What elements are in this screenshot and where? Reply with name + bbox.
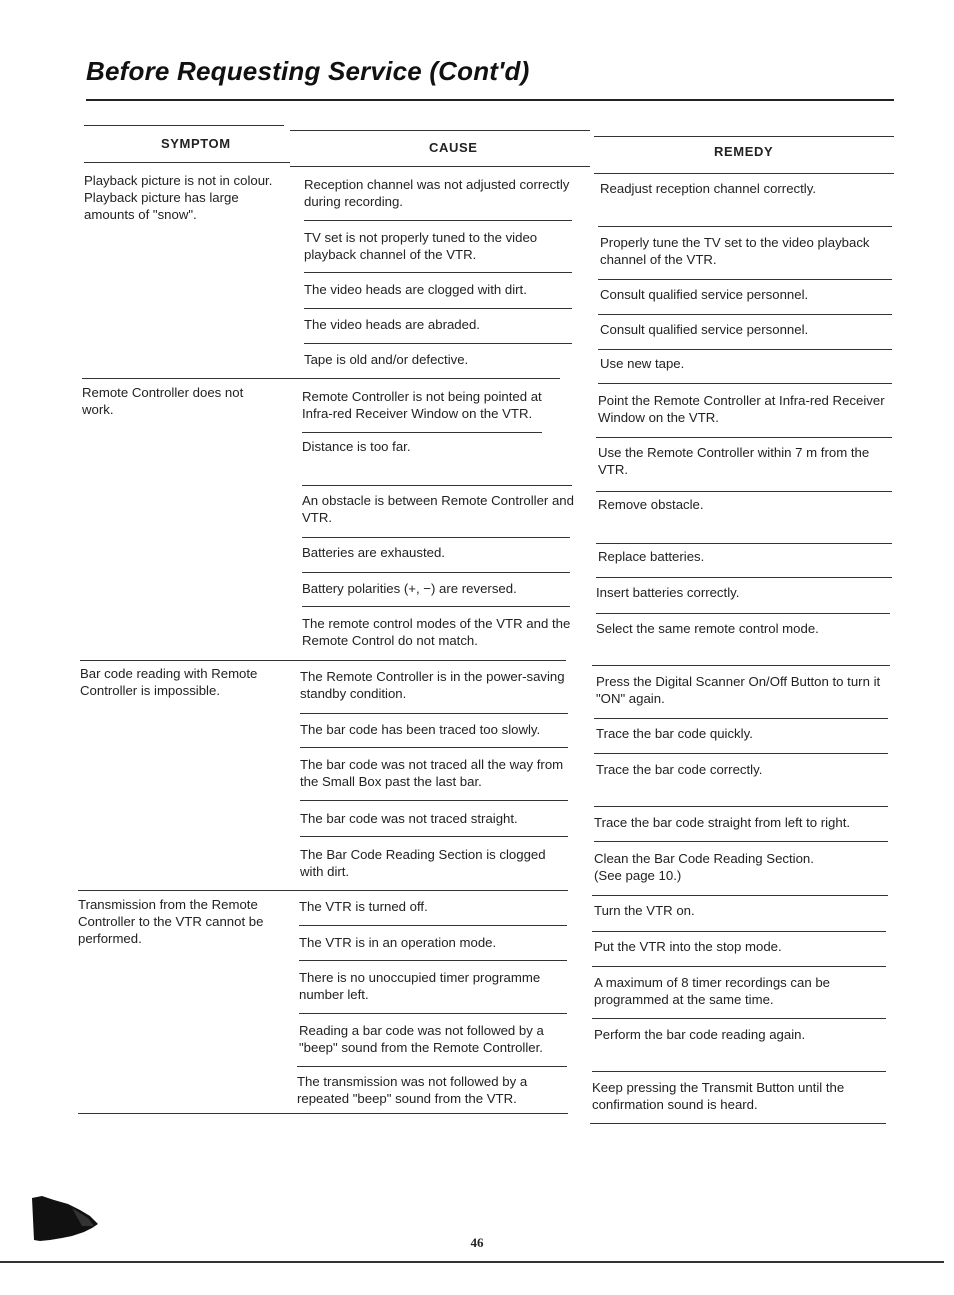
remedy-text: Use new tape. (600, 356, 685, 371)
header-cause: CAUSE (429, 140, 478, 155)
cause-text: Distance is too far. (302, 439, 411, 454)
header-symptom: SYMPTOM (161, 136, 231, 151)
group-rule (78, 890, 568, 891)
remedy-rule (592, 1071, 886, 1072)
table-bottom-rule (78, 1113, 568, 1114)
remedy-text: Press the Digital Scanner On/Off Button to turn it "ON" again. (596, 674, 881, 706)
remedy-rule (596, 613, 890, 614)
remedy-text: Put the VTR into the stop mode. (594, 939, 782, 954)
cause-text: The remote control modes of the VTR and the Remote Control do not match. (302, 616, 571, 648)
cause-rule (290, 166, 590, 167)
cause-rule (299, 1013, 567, 1014)
cause-rule (297, 1066, 567, 1067)
cause-rule (302, 606, 570, 607)
cause-rule (300, 747, 568, 748)
cause-text: The video heads are clogged with dirt. (304, 282, 527, 297)
remedy-text: Perform the bar code reading again. (594, 1027, 806, 1042)
page-bottom-rule (0, 1261, 944, 1263)
remedy-rule (596, 543, 892, 544)
cause-rule (299, 925, 567, 926)
remedy-rule (592, 895, 888, 896)
cause-text: Reception channel was not adjusted correctly during recording. (304, 177, 570, 209)
cause-rule (302, 572, 570, 573)
header-rule-symptom (84, 125, 284, 126)
cause-rule (299, 960, 567, 961)
cause-text: Reading a bar code was not followed by a "beep" sound from the Remote Controller. (299, 1023, 544, 1055)
remedy-rule (592, 966, 886, 967)
cause-rule (300, 836, 568, 837)
cause-text: The VTR is turned off. (299, 899, 428, 914)
remedy-rule (596, 491, 892, 492)
group-rule (82, 378, 560, 379)
remedy-rule (592, 1018, 886, 1019)
remedy-rule (598, 383, 892, 384)
remedy-rule (596, 577, 892, 578)
cause-rule (302, 432, 542, 433)
cause-text: The video heads are abraded. (304, 317, 480, 332)
symptom-text: Transmission from the Remote Controller to the VTR cannot be performed. (78, 897, 264, 946)
remedy-text: Select the same remote control mode. (596, 621, 819, 636)
remedy-text: Point the Remote Controller at Infra-red Receiver Window on the VTR. (598, 393, 885, 425)
cause-rule (304, 272, 572, 273)
remedy-rule (598, 279, 892, 280)
cause-text: The bar code was not traced straight. (300, 811, 518, 826)
cause-text: Battery polarities (+, −) are reversed. (302, 581, 517, 596)
cause-text: The bar code has been traced too slowly. (300, 722, 541, 737)
remedy-rule (592, 931, 886, 932)
remedy-rule (594, 718, 888, 719)
symptom-text: Bar code reading with Remote Controller is impossible. (80, 666, 258, 698)
symptom-text: Remote Controller does not work. (82, 385, 244, 417)
remedy-text: Consult qualified service personnel. (600, 287, 809, 302)
header-rule-remedy (594, 136, 894, 137)
remedy-rule (592, 665, 890, 666)
remedy-rule (598, 349, 892, 350)
cause-text: Batteries are exhausted. (302, 545, 445, 560)
remedy-rule (598, 226, 892, 227)
remedy-text: A maximum of 8 timer recordings can be programmed at the same time. (594, 975, 831, 1007)
cause-text: The VTR is in an operation mode. (299, 935, 497, 950)
remedy-rule (594, 753, 888, 754)
cause-rule (300, 713, 568, 714)
remedy-text: Replace batteries. (598, 549, 705, 564)
header-rule-cause (290, 130, 590, 131)
cause-rule (304, 308, 572, 309)
remedy-rule (596, 437, 892, 438)
remedy-text: Keep pressing the Transmit Button until the confirmation sound is heard. (592, 1080, 845, 1112)
remedy-rule (594, 173, 894, 174)
cause-text: Remote Controller is not being pointed at Infra-red Receiver Window on the VTR. (302, 389, 542, 421)
table-bottom-rule-remedy (590, 1123, 886, 1124)
cause-text: Tape is old and/or defective. (304, 352, 469, 367)
page-number: 46 (470, 1235, 484, 1250)
title-underline (86, 99, 894, 101)
cause-text: The transmission was not followed by a repeated "beep" sound from the VTR. (297, 1074, 528, 1106)
remedy-text: Turn the VTR on. (594, 903, 695, 918)
cause-text: TV set is not properly tuned to the video playback channel of the VTR. (304, 230, 538, 262)
cause-rule (304, 343, 572, 344)
remedy-rule (594, 806, 888, 807)
symptom-text: Playback picture is not in colour. Playback picture has large amounts of "snow". (84, 173, 273, 222)
remedy-text: Trace the bar code quickly. (596, 726, 753, 741)
remedy-text: Trace the bar code straight from left to right. (594, 815, 851, 830)
remedy-text: Use the Remote Controller within 7 m from the VTR. (598, 445, 870, 477)
remedy-text: Trace the bar code correctly. (596, 762, 763, 777)
cause-text: There is no unoccupied timer programme number left. (299, 970, 541, 1002)
remedy-text: Readjust reception channel correctly. (600, 181, 816, 196)
cause-text: An obstacle is between Remote Controller and VTR. (302, 493, 574, 525)
symptom-rule (84, 162, 290, 163)
remedy-text: Consult qualified service personnel. (600, 322, 809, 337)
remedy-text: Remove obstacle. (598, 497, 704, 512)
remedy-text: Properly tune the TV set to the video playback channel of the VTR. (600, 235, 870, 267)
group-rule (80, 660, 566, 661)
remedy-text: Clean the Bar Code Reading Section. (See page 10.) (594, 851, 814, 883)
cause-rule (302, 537, 570, 538)
cause-rule (300, 800, 568, 801)
page-title: Before Requesting Service (Cont'd) (86, 56, 530, 86)
cause-rule (304, 220, 572, 221)
cause-text: The Remote Controller is in the power-saving standby condition. (300, 669, 565, 701)
remedy-rule (594, 841, 888, 842)
remedy-rule (598, 314, 892, 315)
header-remedy: REMEDY (714, 144, 774, 159)
cause-rule (302, 485, 572, 486)
remedy-text: Insert batteries correctly. (596, 585, 740, 600)
cause-text: The bar code was not traced all the way from the Small Box past the last bar. (300, 757, 564, 789)
cause-text: The Bar Code Reading Section is clogged with dirt. (300, 847, 546, 879)
